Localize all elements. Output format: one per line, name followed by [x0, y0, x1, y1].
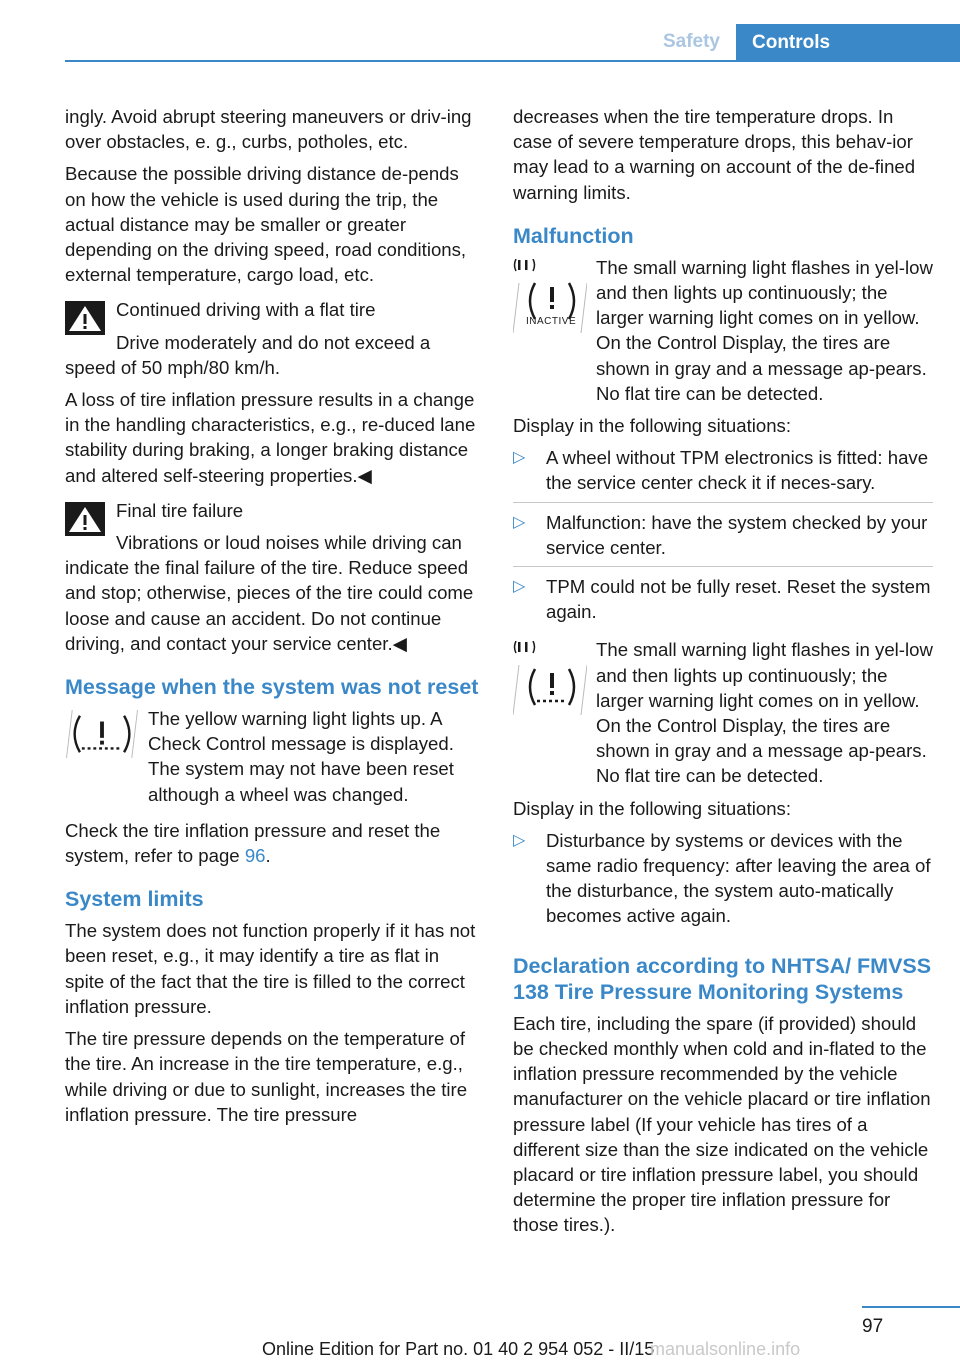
list-item — [513, 574, 933, 630]
malfunction-block — [513, 637, 933, 788]
tab-controls[interactable]: Controls — [736, 24, 960, 62]
list-item-text: A wheel without TPM electronics is fitted: have the service center check it if neces‐sary. — [546, 447, 929, 494]
tab-safety[interactable]: Safety — [662, 31, 720, 52]
warning-title: Final tire failure — [116, 499, 244, 521]
paragraph: Each tire, including the spare (if provided) should be checked monthly when cold and in‐flated to the inflation pressure recommended by the vehicle manufacturer on the vehicle placard or tire inflation pressure label (If your vehicle has tires of a different size than the size indicated on the vehicle placard or tire inflation pressure label, you should determine the proper tire inflation pressure for those tires.). — [513, 1012, 931, 1236]
paragraph: A loss of tire inflation pressure results in a change in the handling characteristics, e.g., re‐duced lane stability during braking, a longer braking distance and altered self-steering properties.◀ — [65, 389, 476, 486]
left-column — [65, 104, 481, 1134]
heading-limits: System limits — [65, 887, 204, 912]
heading-reset: Message when the system was not reset — [65, 675, 479, 700]
triangle-bullet-icon: ▷ — [513, 578, 526, 596]
paragraph — [65, 818, 481, 868]
triangle-bullet-icon: ▷ — [513, 513, 526, 531]
triangle-bullet-icon: ▷ — [513, 831, 526, 849]
text-span: . — [265, 845, 271, 867]
watermark: manualsonline.info — [650, 1339, 801, 1359]
paragraph: Display in the following situations: — [513, 415, 792, 437]
header-rule — [65, 60, 960, 62]
triangle-bullet-icon: ▷ — [513, 449, 526, 467]
warning-body: Drive moderately and do not exceed a speed of 50 mph/80 km/h. — [65, 331, 431, 378]
heading-declaration: Declaration according to NHTSA/ FMVSS 138 Tire Pressure Monitoring Systems — [513, 953, 932, 1004]
footer-rule — [862, 1306, 960, 1308]
situation-list — [513, 445, 933, 630]
tire-pressure-warning-icon — [65, 710, 139, 758]
text-span: Check the tire inflation pressure and reset the system, refer to page — [65, 819, 441, 867]
page-number: 97 — [862, 1316, 884, 1337]
heading-malfunction: Malfunction — [513, 223, 634, 248]
list-item-text: Disturbance by systems or devices with the same radio frequency: after leaving the area of the disturbance, the system auto‐matically becomes active again. — [546, 829, 931, 927]
paragraph: The small warning light flashes in yel‐low and then lights up continuously; the larger warning light comes on in yellow. On the Control Display, the tires are shown in gray and a message ap‐pears. No flat tire can be detected. — [596, 256, 933, 404]
paragraph: The yellow warning light lights up. A Check Control message is displayed. The system may not have been reset although a wheel was changed. — [148, 708, 454, 805]
right-column — [513, 104, 933, 1245]
tpm-warning-block — [65, 706, 481, 807]
inactive-label: INACTIVE — [526, 315, 577, 327]
list-item-text: Malfunction: have the system checked by your service center. — [546, 511, 928, 558]
paragraph: The small warning light flashes in yel‐low and then lights up continuously; the larger warning light comes on in yellow. On the Control Display, the tires are shown in gray and a message ap‐pears. No flat tire can be detected. — [596, 639, 933, 787]
warning-body: Vibrations or loud noises while driving can indicate the final failure of the tire. Reduce speed and stop; otherwise, pieces of the tire could come loose and cause an accident. Do not continue driving, and contact your service center.◀ — [65, 532, 474, 654]
list-item-text: TPM could not be fully reset. Reset the system again. — [546, 576, 931, 623]
paragraph: ingly. Avoid abrupt steering maneuvers or driv‐ing over obstacles, e. g., curbs, potholes, etc. — [65, 106, 472, 153]
page-link[interactable]: 96 — [244, 845, 266, 867]
warning-note — [65, 297, 481, 322]
edition-footer: Online Edition for Part no. 01 40 2 954 052 - II/15 — [262, 1339, 655, 1359]
malfunction-block — [513, 255, 933, 406]
list-item — [513, 445, 933, 502]
list-item — [513, 510, 933, 567]
warning-triangle-icon — [65, 301, 105, 335]
warning-triangle-icon — [65, 502, 105, 536]
paragraph: decreases when the tire temperature drops. In case of severe temperature drops, this behav‐ior may lead to a warning on account of the de‐fined warning limits. — [513, 106, 916, 203]
warning-title: Continued driving with a flat tire — [116, 299, 376, 321]
paragraph: The tire pressure depends on the temperature of the tire. An increase in the tire temperature, e.g., while driving or due to sunlight, increases the tire inflation pressure. The tire pressure — [65, 1028, 468, 1125]
paragraph: Display in the following situations: — [513, 797, 792, 819]
warning-note — [65, 498, 481, 523]
list-item — [513, 828, 933, 935]
tire-pressure-malfunction-icon — [513, 641, 587, 715]
paragraph: The system does not function properly if it has not been reset, e.g., it may identify a tire as flat in spite of the fact that the tire is filled to the correct inflation pressure. — [65, 920, 476, 1017]
paragraph: Because the possible driving distance de‐pends on how the vehicle is used during the trip, the actual distance may be smaller or greater depending on the driving speed, road conditions, external temperature, cargo load, etc. — [65, 163, 467, 286]
situation-list — [513, 828, 933, 935]
